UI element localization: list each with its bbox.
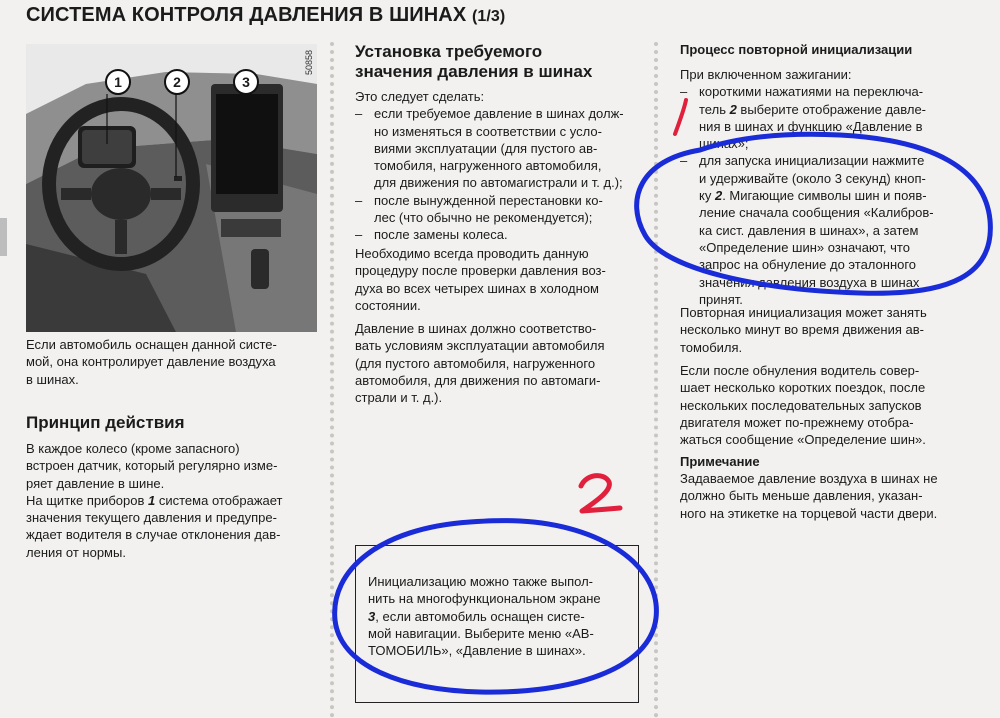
text-line: шает несколько коротких поездок, после bbox=[680, 380, 926, 396]
note-paragraph bbox=[680, 470, 970, 522]
heading-line: значения давления в шинах bbox=[355, 62, 593, 81]
figure-code: 50858 bbox=[304, 50, 314, 76]
text-line: – после вынужденной перестановки ко- bbox=[374, 192, 603, 208]
title-text: СИСТЕМА КОНТРОЛЯ ДАВЛЕНИЯ В ШИНАХ bbox=[26, 4, 467, 26]
list-item-step2 bbox=[680, 152, 970, 308]
text-line: (для пустого автомобиля, нагруженного bbox=[355, 355, 596, 371]
text-span: . Мигающие символы шин и появ- bbox=[722, 188, 927, 204]
title-part: (1/3) bbox=[471, 8, 506, 25]
text-line: Задаваемое давление воздуха в шинах не bbox=[680, 471, 938, 486]
text-line: автомобиля, для движения по автомаги- bbox=[355, 372, 601, 388]
caption-line: мой, она контролирует давление воздуха bbox=[26, 354, 276, 370]
text-line: – для запуска инициализации нажмите bbox=[699, 153, 925, 169]
short-trips-paragraph bbox=[680, 362, 968, 448]
page-title bbox=[26, 4, 505, 27]
text-line: ления от нормы. bbox=[26, 544, 126, 560]
text-line: – если требуемое давление в шинах долж- bbox=[374, 106, 624, 122]
page-edge-tab bbox=[0, 218, 7, 256]
text-line: «Определение шин» означают, что bbox=[699, 239, 910, 255]
text-line: Повторная инициализация может занять bbox=[680, 305, 927, 320]
steps-intro: При включенном зажигании: bbox=[680, 67, 852, 82]
caption-line: Если автомобиль оснащен данной систе- bbox=[26, 337, 277, 352]
text-line: лес (что обычно не рекомендуется); bbox=[374, 210, 593, 226]
text-span: , если автомобиль оснащен систе- bbox=[375, 608, 585, 624]
list-item bbox=[355, 226, 640, 243]
section-heading-principle: Принцип действия bbox=[26, 413, 185, 432]
text-line: но изменяться в соответствии с усло- bbox=[374, 123, 602, 139]
text-line bbox=[699, 187, 970, 204]
text-line: жаться сообщение «Определение шин». bbox=[680, 432, 926, 448]
text-line: процедуру после проверки давления воз- bbox=[355, 263, 606, 279]
text-line: и удерживайте (около 3 секунд) кноп- bbox=[699, 170, 926, 186]
pressure-paragraph bbox=[355, 320, 640, 406]
text-line: – короткими нажатиями на переключа- bbox=[699, 84, 924, 100]
text-line: встроен датчик, который регулярно изме- bbox=[26, 458, 278, 474]
caption-line: в шинах. bbox=[26, 371, 79, 387]
text-line: ка сист. давления в шинах», а затем bbox=[699, 222, 919, 238]
text-span: тель bbox=[699, 101, 730, 117]
text-line: двигателя может по-прежнему отобра- bbox=[680, 414, 914, 430]
text-line: ряет давление в шине. bbox=[26, 475, 165, 491]
text-line: духа во всех четырех шинах в холодном bbox=[355, 280, 599, 296]
callout-leaders bbox=[26, 44, 317, 332]
column-divider-right bbox=[654, 42, 658, 718]
text-line: Необходимо всегда проводить данную bbox=[355, 246, 589, 261]
text-line bbox=[26, 492, 316, 509]
principle-paragraph bbox=[26, 440, 316, 561]
text-line: томобиля. bbox=[680, 339, 743, 355]
text-line: значения текущего давления и предупре- bbox=[26, 510, 277, 526]
text-line bbox=[368, 608, 630, 625]
text-line: ление сначала сообщения «Калибров- bbox=[699, 205, 934, 221]
callout-3: 3 bbox=[233, 69, 259, 95]
setting-list-block bbox=[355, 88, 640, 244]
ref-number: 2 bbox=[714, 188, 723, 204]
reinit-duration-paragraph bbox=[680, 304, 968, 356]
setting-list bbox=[355, 105, 640, 243]
text-line: нить на многофункциональном экране bbox=[368, 591, 601, 607]
info-box bbox=[355, 545, 639, 703]
text-line: шинах»; bbox=[699, 136, 749, 152]
list-item bbox=[355, 105, 640, 191]
text-line: значения давления воздуха в шинах bbox=[699, 274, 920, 290]
text-line: нескольких последовательных запусков bbox=[680, 397, 922, 413]
text-line: ждает водителя в случае отклонения дав- bbox=[26, 527, 281, 543]
figure-caption bbox=[26, 336, 321, 388]
text-line: состоянии. bbox=[355, 297, 421, 313]
text-span: выберите отображение давле- bbox=[736, 101, 927, 117]
list-intro: Это следует сделать: bbox=[355, 89, 485, 104]
text-line: Давление в шинах должно соответство- bbox=[355, 321, 597, 336]
text-line: должно быть меньше давления, указан- bbox=[680, 488, 923, 504]
text-line: мой навигации. Выберите меню «АВ- bbox=[368, 625, 594, 641]
ref-number: 2 bbox=[729, 101, 737, 117]
text-line: ТОМОБИЛЬ», «Давление в шинах». bbox=[368, 643, 586, 659]
info-box-text bbox=[368, 573, 630, 659]
note-heading: Примечание bbox=[680, 454, 760, 469]
check-paragraph bbox=[355, 245, 640, 314]
text-line: В каждое колесо (кроме запасного) bbox=[26, 441, 240, 456]
text-span: ку bbox=[699, 188, 715, 204]
callout-2: 2 bbox=[164, 69, 190, 95]
text-line bbox=[699, 101, 970, 118]
text-line: принят. bbox=[699, 291, 743, 307]
reinit-list bbox=[680, 83, 970, 308]
text-line: – после замены колеса. bbox=[374, 227, 508, 243]
list-item-step1 bbox=[680, 83, 970, 152]
column-divider-left bbox=[330, 42, 334, 718]
text-line: ния в шинах и функцию «Давление в bbox=[699, 118, 923, 134]
callout-1: 1 bbox=[105, 69, 131, 95]
text-line: ного на этикетке на торцевой части двери. bbox=[680, 505, 938, 521]
text-line: Если после обнуления водитель совер- bbox=[680, 363, 920, 378]
text-line: вать условиям эксплуатации автомобиля bbox=[355, 338, 605, 354]
text-line: томобиля, нагруженного автомобиля, bbox=[374, 158, 602, 174]
list-item bbox=[355, 192, 640, 227]
section-heading-setting bbox=[355, 42, 635, 82]
heading-line: Установка требуемого bbox=[355, 42, 543, 61]
text-span: система отображает bbox=[155, 492, 283, 508]
text-line: Инициализацию можно также выпол- bbox=[368, 574, 593, 589]
text-line: для движения по автомагистрали и т. д.); bbox=[374, 175, 623, 191]
text-line: запрос на обнуление до эталонного bbox=[699, 257, 917, 273]
ref-number: 3 bbox=[368, 608, 376, 624]
ref-number: 1 bbox=[148, 492, 156, 508]
reinit-steps bbox=[680, 66, 970, 308]
section-heading-reinit: Процесс повторной инициализации bbox=[680, 42, 913, 57]
text-span: На щитке приборов bbox=[26, 492, 149, 508]
dashboard-photo bbox=[26, 44, 317, 332]
text-line: несколько минут во время движения ав- bbox=[680, 322, 924, 338]
text-line: страли и т. д.). bbox=[355, 390, 443, 406]
red-mark-2-stroke bbox=[581, 476, 620, 511]
text-line: виями эксплуатации (для пустого ав- bbox=[374, 140, 598, 156]
